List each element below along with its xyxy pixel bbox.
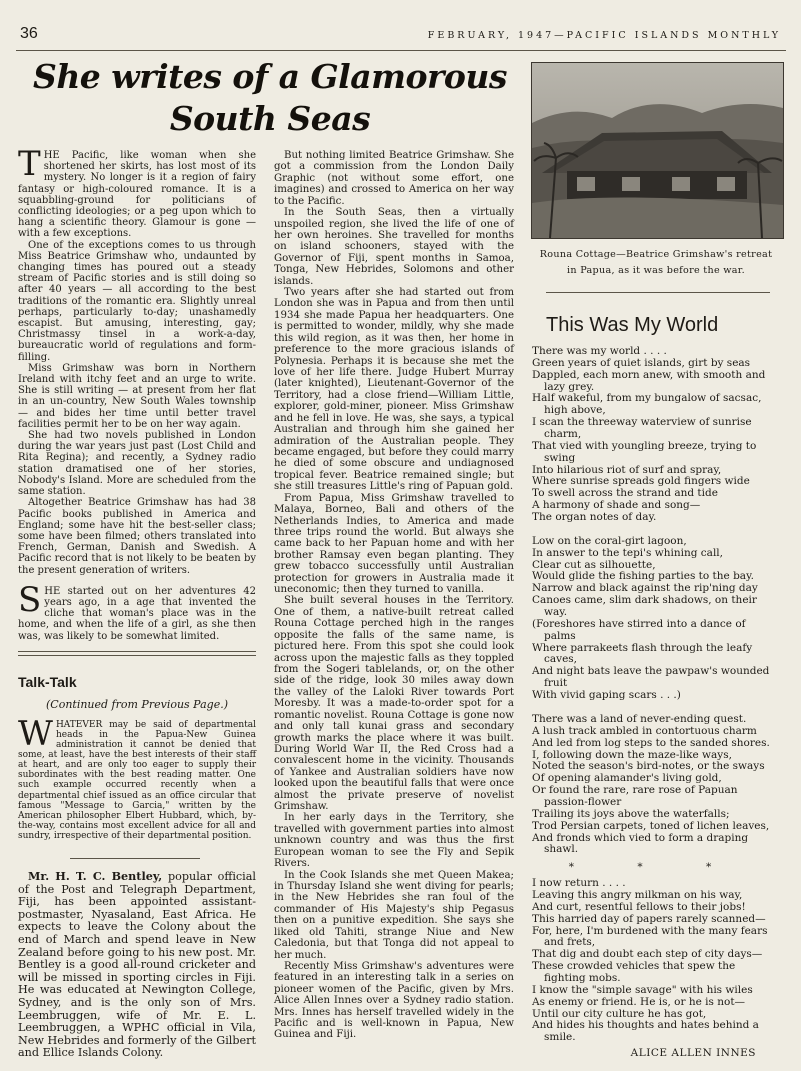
page-number: 36 [20, 25, 38, 42]
article-paragraph: In the South Seas, then a virtually unspoiled region, she lived the life of one of her own heroines. She travelled for months on island schooners, stayed with the Governor of Fiji, spent months in Samoa, Tonga, New Hebrides, Solomons and other islands. [274, 207, 514, 287]
poem-stanza: There was a land of never-ending quest. A lush track ambled in contortuous charm And led from log steps to the sanded shores. I, following down the maze-like ways, Noted the season's bird-notes, or the sways Of opening alamander's living gold, Or found the rare, rare rose of Papuan passion-flower Trailing its joys above the waterfalls; Trod Persian carpets, toned of lichen leaves, And fronds which vied to form a draping shawl. [532, 712, 770, 856]
poem-body [532, 346, 778, 1060]
article-column-1 [18, 144, 256, 642]
article-paragraph: In the Cook Islands she met Queen Makea; in Thursday Island she went diving for pearls; in the New Hebrides she ran foul of the commander of His Majesty's ship Pegasus then on a punitive expedition. She says she liked old Tahiti, strange Niue and New Caledonia, but that Tonga did not appeal to her much. [274, 869, 514, 961]
drop-cap: W [18, 714, 53, 754]
article-paragraph: Recently Miss Grimshaw's adventures were featured in an interesting talk in a series on pioneer women of the Pacific, given by Mrs. Alice Allen Innes over a Sydney radio station. Mrs. Innes has herself travelled widely in the Pacific and is well-known in Papua, New Guinea and Fiji. [274, 960, 514, 1041]
talk-talk-heading: Talk-Talk [18, 674, 77, 690]
continued-note: (Continued from Previous Page.) [45, 698, 228, 711]
short-divider [70, 858, 200, 859]
drop-cap: T [18, 144, 41, 184]
article-paragraph: She built several houses in the Territory. One of them, a native-built retreat called Rouna Cottage perched high in the ranges opposite the falls of the same name, is pictured here. From this spot she could look across upon the majestic falls as they toppled from the Sogeri tablelands, or, on the other side of the ridge, look 30 miles away down the valley of the Laloki River towards Port Moresby. It was a made-to-order spot for a romantic novelist. Rouna Cottage is gone now and only tall kunai grass and secondary growth marks the place where it was built. During World War II, the Red Cross had a convalescent home in the vicinity. Thousands of Yankee and Australian soldiers have now looked upon the beautiful falls that were once almost the private preserve of novelist Grimshaw. [274, 595, 514, 813]
article-paragraph: One of the exceptions comes to us through Miss Beatrice Grimshaw who, undaunted by changing times has poured out a steady stream of Pacific stories and is still doing so after 40 years — all according to the best traditions of the romantic era. Slightly unreal perhaps, particularly to-day; unashamedly escapist. But amusing, interesting, gay; Christmassy tinsel in a work-a-day, bureaucratic world of regulations and form-filling. [18, 239, 256, 363]
page-header [0, 0, 801, 44]
article-paragraph: In her early days in the Territory, she travelled with government parties into almost unknown country and was thus the first European woman to see the Fly and Sepik Rivers. [274, 812, 514, 870]
poem-author: ALICE ALLEN INNES [630, 1047, 756, 1060]
article-paragraph: Two years after she had started out from London she was in Papua and from then until 1934 she made Papua her headquarters. One is permitted to wonder, mildly, why she made this wild region, as it was then, her home in preference to the more gracious islands of Polynesia. Perhaps it is because she met the love of her life there. Judge Hubert Murray (later knighted), Lieutenant-Governor of the Territory, had a close friend—William Little, explorer, gold-miner, pioneer. Miss Grimshaw and he fell in love. He was, she says, a typical Australian and through him she gained her admiration of the Australian people. They became engaged, but before they could marry he died of some obscure and undiagnosed tropical fever. Beatrice remained single; but she still treasures Little's ring of Papuan gold. [274, 287, 514, 493]
article-column-2 [274, 150, 514, 1041]
talk-talk-column [18, 714, 256, 841]
article-paragraph: THE Pacific, like woman when she shortened her skirts, has lost most of its mystery. No longer is it a region of fairy fantasy or high-coloured romance. It is a squabbling-ground for politicians of conflicting ideologies; or a peg upon which to hang a scientific theory. Glamour is gone — with a few exceptions. [18, 144, 256, 240]
article-paragraph: Miss Grimshaw was born in Northern Ireland with itchy feet and an urge to write. She is still writing — at present from her flat in an un-country, New South Wales township — and bides her time until better travel facilities permit her to be on her way again. [18, 362, 256, 430]
photo-caption: Rouna Cottage—Beatrice Grimshaw's retreat in Papua, as it was before the war. [539, 249, 773, 276]
article-paragraph: SHE started out on her adventures 42 years ago, in a age that invented the cliche that woman's place was in the home, and when the life of a girl, as she then was, was likely to be somewhat limited. [18, 579, 256, 642]
rouna-cottage-photo [531, 62, 784, 239]
bentley-column [18, 870, 256, 1060]
poem-top-rule [546, 292, 770, 293]
poem-stanza: I now return . . . . Leaving this angry milkman on his way, And curt, resentful fellows to their jobs! This harried day of papers rarely scanned— For, here, I'm burdened with the many fears and frets, That dig and doubt each step of city days— These crowded vehicles that spew the fighting mobs. I know the "simple savage" with his wiles As enemy or friend. He is, or he is not— Until our city culture he has got, And hides his thoughts and hates behind a smile. [532, 877, 768, 1044]
talk-talk-paragraph: Mr. H. T. C. Bentley, popular official of the Post and Telegraph Department, Fiji, has been appointed assistant-postmaster, Nyasaland, East Africa. He expects to leave the Colony about the end of March and spend leave in New Zealand before going to his new post. Mr. Bentley is a good all-round cricketer and will be missed in sporting circles in Fiji. He was educated at Newington College, Sydney, and is the only son of Mrs. Leembruggen, wife of Mr. E. L. Leembruggen, a WPHC official in Vila, New Hebrides and formerly of the Gilbert and Ellice Islands Colony. [18, 869, 256, 1060]
poem-stanza: There was my world . . . . Green years of quiet islands, girt by seas Dappled, each morn anew, with smooth and lazy grey. Half wakeful, from my bungalow of sacsac, high above, I scan the threeway waterview of sunrise charm, That vied with youngling breeze, trying to swing Into hilarious riot of surf and spray, Where sunrise spreads gold fingers wide To swell across the strand and tide A harmony of shade and song— The organ notes of day. [532, 345, 766, 524]
article-paragraph: She had two novels published in London during the war years just past (Lost Child and Rita Regina); and recently, a Sydney radio station dramatised one of her stories, Nobody's Island. More are scheduled from the same station. [18, 430, 256, 498]
article-paragraph: But nothing limited Beatrice Grimshaw. She got a commission from the London Daily Graphic (not without some effort, one imagines) and crossed to America on her way to the Pacific. [274, 150, 514, 207]
talk-talk-paragraph: WHATEVER may be said of departmental heads in the Papua-New Guinea administration it cannot be denied that some, at least, have the best interests of their staff at heart, and are only too eager to supply their subordinates with the best reading matter. One such example occurred recently when a departmental chief issued as an office circular that famous "Message to Garcia," written by the American philosopher Elbert Hubbard, which, by-the-way, contains most excellent advice for all and sundry, irrespective of their departmental position. [18, 714, 256, 841]
running-title: FEBRUARY, 1947—PACIFIC ISLANDS MONTHLY [427, 30, 781, 41]
poem-title: This Was My World [546, 314, 719, 336]
header-rule [16, 50, 786, 51]
section-divider [18, 655, 256, 656]
poem-stanza: Low on the coral-girt lagoon, In answer to the tepi's whining call, Clear cut as silhouette, Would glide the fishing parties to the bay. Narrow and black against the rip'ning day Canoes came, slim dark shadows, on their way. (Foreshores have stirred into a dance of palms Where parrakeets flash through the leafy caves, And night bats leave the pawpaw's wounded fruit With vivid gaping scars . . .) [532, 534, 770, 702]
section-divider [18, 651, 256, 652]
article-paragraph: Altogether Beatrice Grimshaw has had 38 Pacific books published in America and England; some have hit the best-seller class; some have been filmed; others translated into French, German, Danish and Swedish. A Pacific record that is not likely to be beaten by the present generation of writers. [18, 497, 256, 576]
article-paragraph: From Papua, Miss Grimshaw travelled to Malaya, Borneo, Bali and others of the Netherlands Indies, to America and made three trips round the world. But always she came back to her Papuan home and with her brother Ramsay even began planting. They grew tobacco successfully until Australian protection for growers in Australia made it uneconomic; then they turned to vanilla. [274, 492, 514, 596]
drop-cap: S [18, 579, 42, 620]
stanza-separator: * * * [568, 861, 742, 874]
article-title: She writes of a Glamorous South Seas [32, 57, 507, 138]
